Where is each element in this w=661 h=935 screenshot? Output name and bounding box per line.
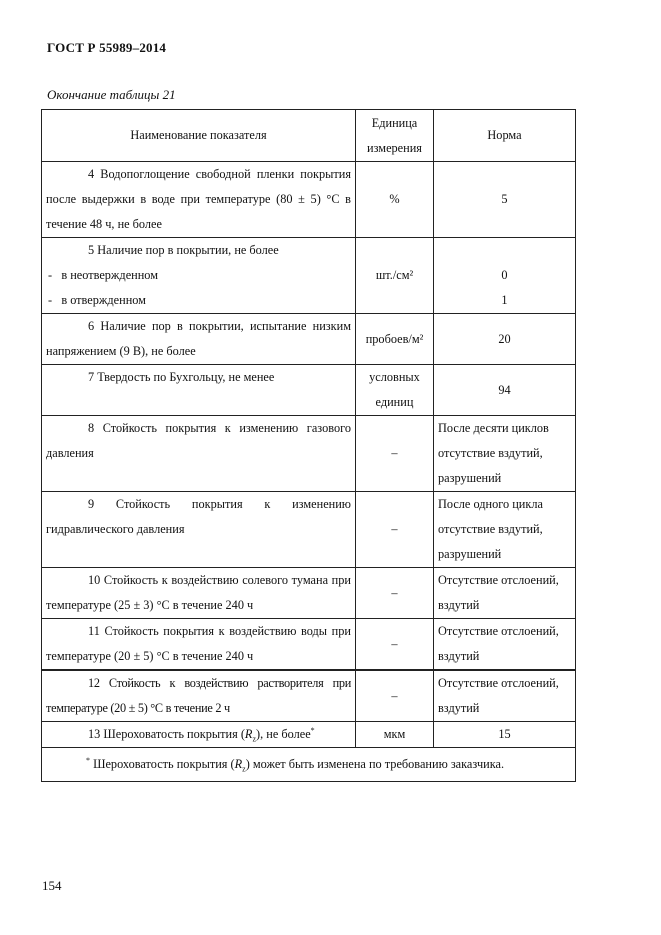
- row-name: [42, 722, 356, 748]
- row-name: 12 Стойкость к воздействию растворителя при температуре (20 ± 5) °С в течение 2 ч: [42, 670, 356, 722]
- row-unit-text: шт./см²: [375, 268, 414, 282]
- row-name-prefix: 13 Шероховатость покрытия (: [88, 727, 245, 741]
- table-row: [42, 568, 576, 619]
- footnote-marker: *: [86, 755, 90, 765]
- row-name: 11 Стойкость покрытия к воздействию воды при температуре (20 ± 5) °С в течение 240 ч: [42, 619, 356, 671]
- row-name: 7 Твердость по Бухгольцу, не менее: [42, 365, 356, 416]
- row-unit: –: [356, 568, 434, 619]
- row-norm: После десяти циклов отсутствие вздутий, разрушений: [434, 416, 576, 492]
- row-norm: Отсутствие отслоений, вздутий: [434, 670, 576, 722]
- table-row: [42, 238, 576, 314]
- row-norm: 20: [434, 314, 576, 365]
- row-unit: –: [356, 492, 434, 568]
- row-norm-cell: [434, 238, 576, 314]
- table-row: [42, 492, 576, 568]
- table-row: [42, 416, 576, 492]
- table-row: [42, 314, 576, 365]
- footnote-text-prefix: Шероховатость покрытия (: [90, 757, 235, 771]
- column-header-unit: Единица измерения: [356, 110, 434, 162]
- document-header: ГОСТ Р 55989–2014: [47, 40, 167, 55]
- row-norm: Отсутствие отслоений, вздутий: [434, 568, 576, 619]
- roughness-subscript: z: [242, 764, 246, 774]
- roughness-symbol: R: [234, 757, 243, 771]
- row-name: 10 Стойкость к воздействию солевого тумана при температуре (25 ± 3) °С в течение 240 ч: [42, 568, 356, 619]
- row-unit: –: [356, 416, 434, 492]
- table-header-row: [42, 110, 576, 162]
- row-norm: Отсутствие отслоений, вздутий: [434, 619, 576, 671]
- row-unit: мкм: [356, 722, 434, 748]
- footnote-marker: *: [310, 725, 315, 735]
- table-footnote: [42, 748, 576, 782]
- column-header-norm: Норма: [434, 110, 576, 162]
- table-row: [42, 162, 576, 238]
- row-norm: 0: [501, 268, 508, 282]
- page-number: 154: [42, 878, 62, 893]
- row-unit: условных единиц: [356, 365, 434, 416]
- row-unit: пробоев/м²: [356, 314, 434, 365]
- table-row: [42, 722, 576, 748]
- row-subitem: - в неотвержденном: [48, 268, 159, 282]
- column-header-name: Наименование показателя: [42, 110, 356, 162]
- row-name: 9 Стойкость покрытия к изменению гидравлического давления: [42, 492, 356, 568]
- row-norm: 94: [434, 365, 576, 416]
- table-row: [42, 619, 576, 671]
- footnote-text-suffix: ) может быть изменена по требованию заказчика.: [245, 757, 505, 771]
- row-name: 5 Наличие пор в покрытии, не более: [88, 243, 279, 257]
- row-unit: %: [356, 162, 434, 238]
- row-norm: 5: [434, 162, 576, 238]
- row-name: 6 Наличие пор в покрытии, испытание низким напряжением (9 В), не более: [42, 314, 356, 365]
- row-norm: 1: [501, 293, 508, 307]
- row-name-cell: [42, 238, 356, 314]
- row-unit: –: [356, 670, 434, 722]
- table-caption: Окончание таблицы 21: [47, 87, 176, 102]
- row-norm: 15: [434, 722, 576, 748]
- table-row: [42, 670, 576, 722]
- row-name-close: ), не более: [256, 727, 311, 741]
- row-unit: –: [356, 619, 434, 671]
- row-name: 4 Водопоглощение свободной пленки покрытия после выдержки в воде при температуре (80 ± 5) °С в течение 48 ч, не более: [42, 162, 356, 238]
- row-unit: [356, 238, 434, 314]
- table-row: [42, 365, 576, 416]
- roughness-symbol: R: [244, 727, 253, 741]
- row-subitem: - в отвержденном: [48, 293, 146, 307]
- table-footnote-row: [42, 748, 576, 782]
- roughness-subscript: z: [252, 734, 256, 744]
- row-norm: После одного цикла отсутствие вздутий, разрушений: [434, 492, 576, 568]
- row-name: 8 Стойкость покрытия к изменению газового давления: [42, 416, 356, 492]
- properties-table: [41, 109, 576, 782]
